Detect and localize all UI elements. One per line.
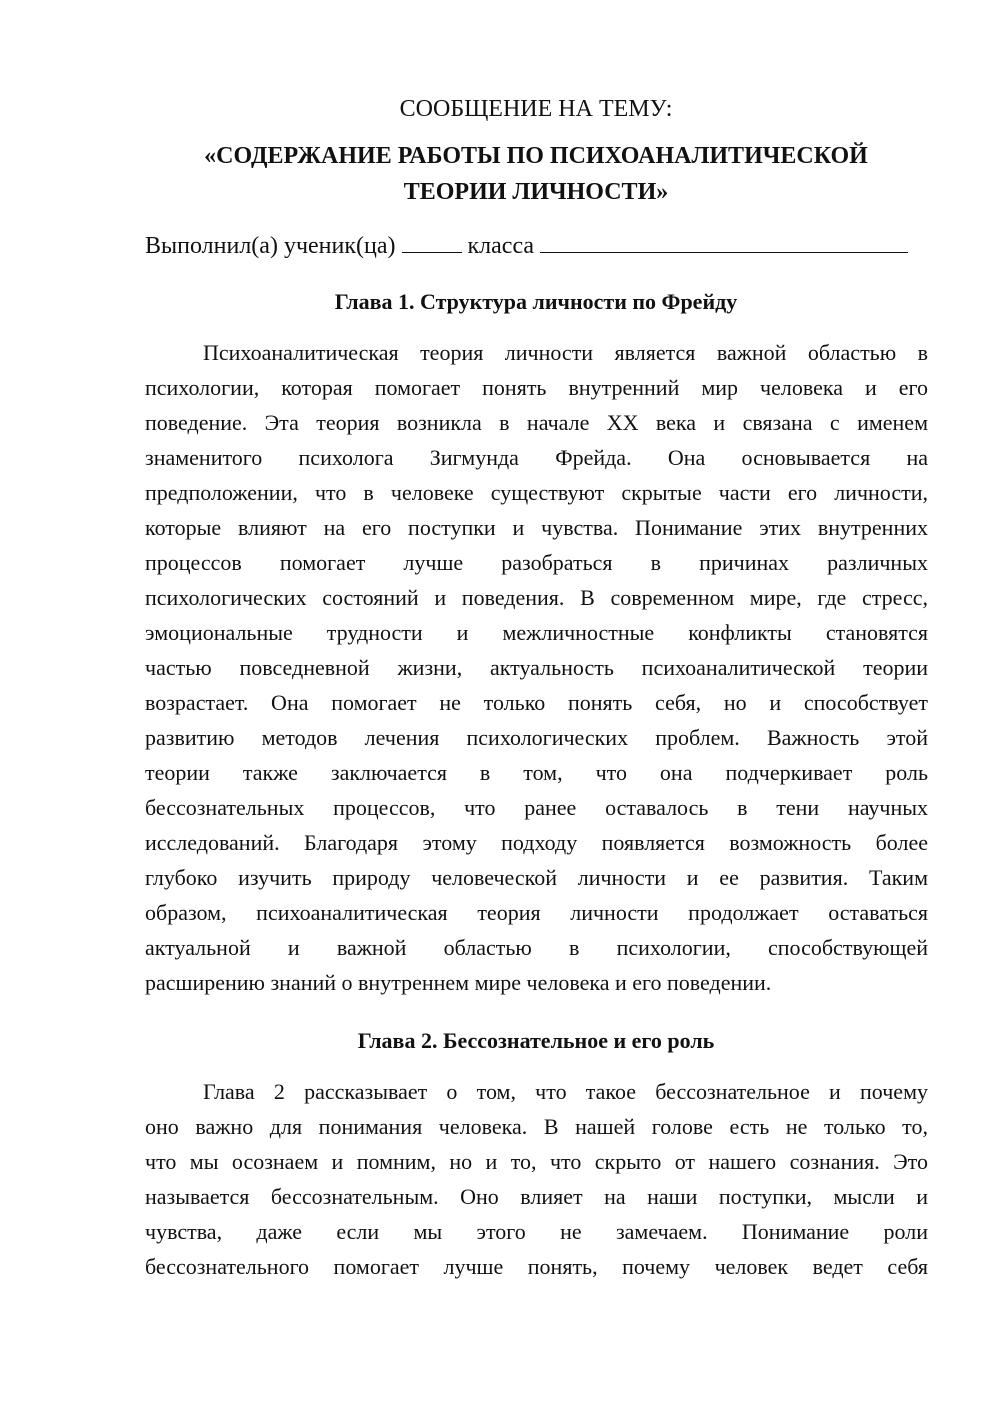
author-line <box>145 230 945 262</box>
paragraph-line: называется бессознательным. Оно влияет на наши поступки, мысли и <box>145 1184 928 1209</box>
paragraph-line: возрастает. Она помогает не только понять себя, но и способствует <box>145 690 928 715</box>
paragraph-line: актуальной и важной областью в психологии, способствующей <box>145 935 928 960</box>
paragraph-line: знаменитого психолога Зигмунда Фрейда. Она основывается на <box>145 445 928 470</box>
performed-by-label: Выполнил(а) ученик(ца) <box>145 233 396 259</box>
paragraph-line: которые влияют на его поступки и чувства. Понимание этих внутренних <box>145 515 928 540</box>
paragraph-line: психологических состояний и поведения. В современном мире, где стресс, <box>145 585 928 610</box>
paragraph-line: расширению знаний о внутреннем мире человека и его поведении. <box>145 970 772 995</box>
title-line: «СОДЕРЖАНИЕ РАБОТЫ ПО ПСИХОАНАЛИТИЧЕСКОЙ <box>204 143 868 169</box>
document-kicker: СООБЩЕНИЕ НА ТЕМУ: <box>399 96 673 122</box>
paragraph-line: эмоциональные трудности и межличностные конфликты становятся <box>145 620 928 645</box>
paragraph-line: чувства, даже если мы этого не замечаем. Понимание роли <box>145 1219 928 1244</box>
student-name-blank <box>540 230 908 253</box>
document-title <box>110 138 962 210</box>
chapter-2-paragraph <box>145 1074 928 1284</box>
paragraph-line: Психоаналитическая теория личности является важной областью в <box>203 340 928 365</box>
chapter-2-heading: Глава 2. Бессознательное и его роль <box>357 1028 715 1053</box>
class-number-blank <box>402 230 462 253</box>
paragraph-line: психологии, которая помогает понять внутренний мир человека и его <box>145 375 928 400</box>
paragraph-line: развитию методов лечения психологических проблем. Важность этой <box>145 725 928 750</box>
paragraph-line: глубоко изучить природу человеческой личности и ее развития. Таким <box>145 865 928 890</box>
paragraph-line: Глава 2 рассказывает о том, что такое бессознательное и почему <box>203 1079 928 1104</box>
class-label: класса <box>467 233 535 259</box>
paragraph-line: образом, психоаналитическая теория личности продолжает оставаться <box>145 900 928 925</box>
paragraph-line: оно важно для понимания человека. В нашей голове есть не только то, <box>145 1114 928 1139</box>
paragraph-line: частью повседневной жизни, актуальность психоаналитической теории <box>145 655 928 680</box>
paragraph-line: теории также заключается в том, что она подчеркивает роль <box>145 760 928 785</box>
chapter-1-heading: Глава 1. Структура личности по Фрейду <box>334 289 738 314</box>
title-line: ТЕОРИИ ЛИЧНОСТИ» <box>403 179 669 205</box>
paragraph-line: исследований. Благодаря этому подходу появляется возможность более <box>145 830 928 855</box>
paragraph-line: бессознательных процессов, что ранее оставалось в тени научных <box>145 795 928 820</box>
paragraph-line: что мы осознаем и помним, но и то, что скрыто от нашего сознания. Это <box>145 1149 928 1174</box>
paragraph-line: предположении, что в человеке существуют скрытые части его личности, <box>145 480 928 505</box>
paragraph-line: бессознательного помогает лучше понять, почему человек ведет себя <box>145 1254 928 1279</box>
paragraph-line: процессов помогает лучше разобраться в причинах различных <box>145 550 928 575</box>
chapter-1-paragraph <box>145 335 928 1000</box>
paragraph-line: поведение. Эта теория возникла в начале XX века и связана с именем <box>145 410 928 435</box>
